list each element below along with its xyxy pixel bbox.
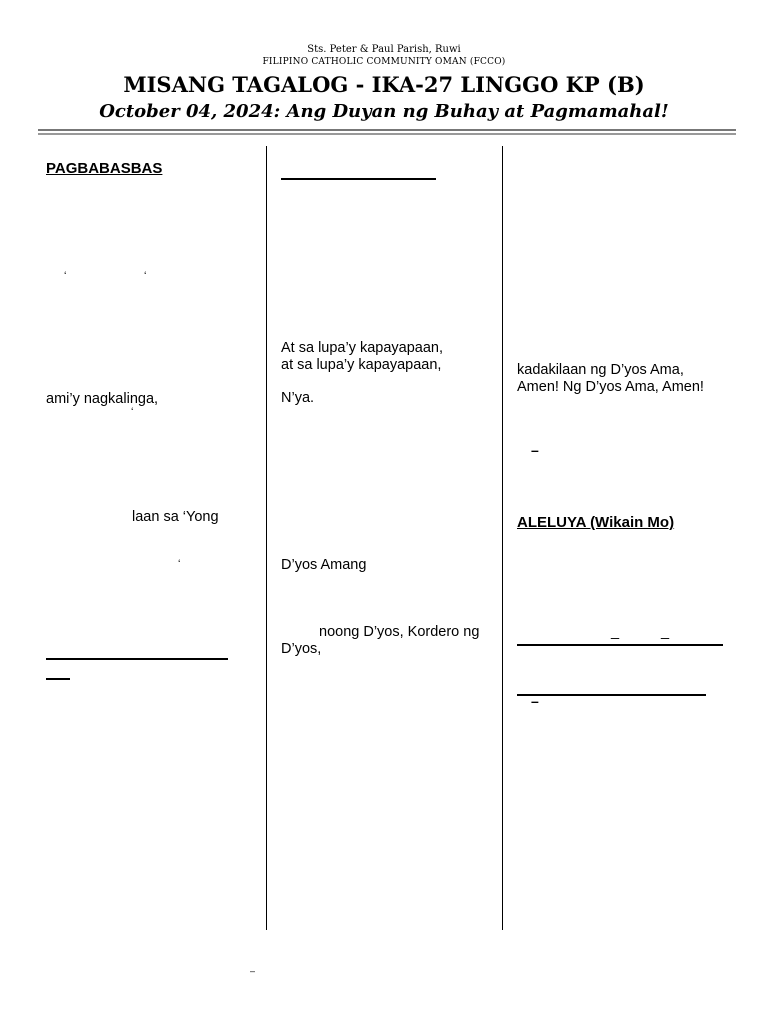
lyric-line: N’ya. <box>281 390 315 406</box>
lyric-line: D’yos Amang <box>281 557 367 573</box>
blank-line <box>517 644 723 646</box>
footer-mark: – <box>250 966 256 976</box>
page-title: MISANG TAGALOG - IKA-27 LINGGO KP (B) <box>123 72 645 97</box>
header-rule-bottom <box>38 133 736 135</box>
parish-name: Sts. Peter & Paul Parish, Ruwi <box>307 44 461 55</box>
lyric-line: laan sa ‘Yong <box>132 509 219 525</box>
lyric-line: kadakilaan ng D’yos Ama, <box>517 362 684 378</box>
apostrophe-mark: ‘ <box>144 270 147 282</box>
dash-mark: – <box>531 693 539 709</box>
dash-mark: _ <box>611 624 620 640</box>
page-subtitle: October 04, 2024: Ang Duyan ng Buhay at Pagmamahal! <box>99 101 669 122</box>
apostrophe-mark: ‘ <box>131 406 134 418</box>
lyric-line: At sa lupa’y kapayapaan, <box>281 340 444 356</box>
lyric-line: at sa lupa’y kapayapaan, <box>281 357 442 373</box>
dash-mark: _ <box>661 624 670 640</box>
column-divider-1 <box>266 146 267 930</box>
section-heading-aleluya: ALELUYA (Wikain Mo) <box>517 514 675 531</box>
section-heading-pagbabasbas: PAGBABASBAS <box>46 160 163 177</box>
lyric-line: noong D’yos, Kordero ng D’yos, <box>281 624 480 657</box>
header-rule-top <box>38 129 736 131</box>
lyric-line: Amen! Ng D’yos Ama, Amen! <box>517 379 704 395</box>
lyric-line: ami’y nagkalinga, <box>46 391 159 407</box>
blank-line <box>46 678 70 680</box>
dash-mark: – <box>531 442 539 458</box>
blank-heading-line <box>281 178 436 180</box>
apostrophe-mark: ‘ <box>64 270 67 282</box>
apostrophe-mark: ‘ <box>178 558 181 570</box>
blank-line <box>46 658 228 660</box>
community-name: FILIPINO CATHOLIC COMMUNITY OMAN (FCCO) <box>262 57 506 67</box>
column-divider-2 <box>502 146 503 930</box>
blank-line <box>517 694 706 696</box>
